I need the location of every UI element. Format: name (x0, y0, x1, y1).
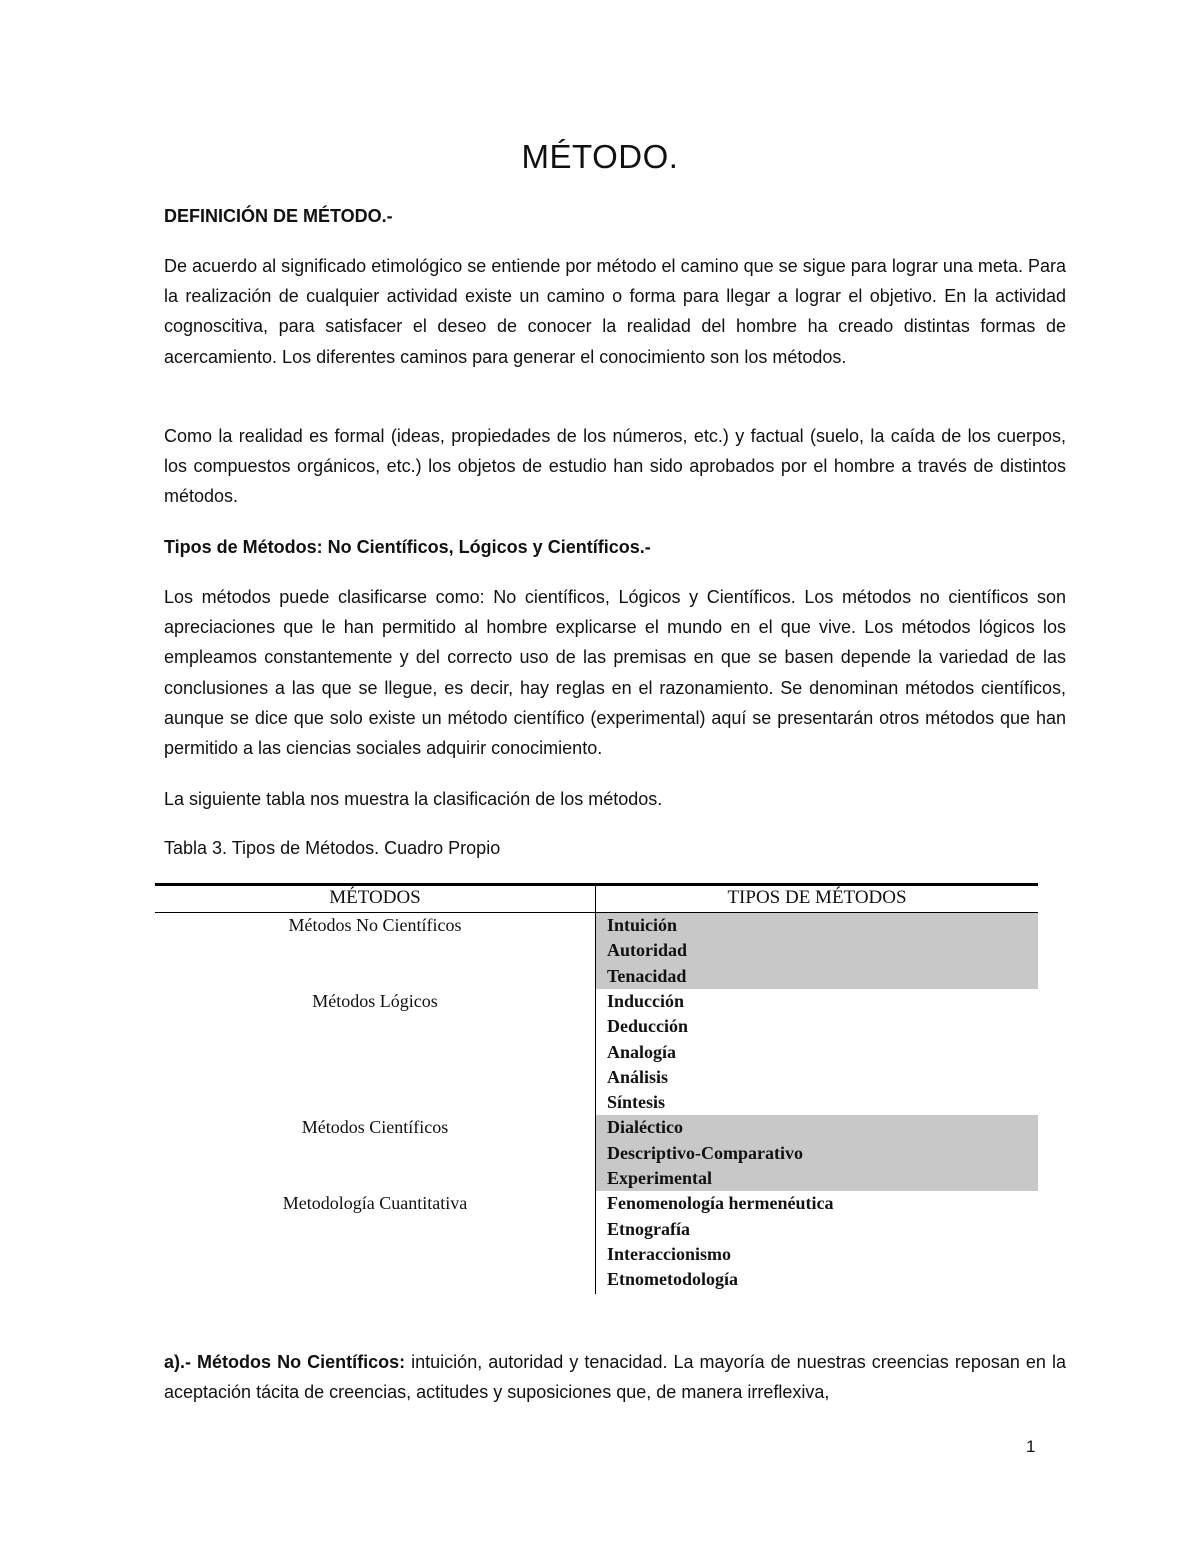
section-heading-tipos: Tipos de Métodos: No Científicos, Lógicos y Científicos.- (164, 537, 651, 557)
table-method-type: Experimental (607, 1168, 712, 1188)
table-method-type: Autoridad (607, 940, 688, 961)
table-category: Métodos Científicos (301, 1117, 449, 1138)
table-method-type: Deducción (607, 1016, 688, 1037)
table-method-type: Análisis (607, 1066, 669, 1087)
paragraph-no-cientificos (164, 1347, 1066, 1407)
table-category: Métodos No Científicos (288, 915, 462, 935)
table-method-type: Inducción (607, 990, 685, 1011)
table-method-type: Analogía (607, 1041, 677, 1062)
table-header-metodos: MÉTODOS (329, 887, 421, 908)
table-method-type: Tenacidad (607, 965, 687, 986)
table-caption: Tabla 3. Tipos de Métodos. Cuadro Propio (164, 838, 501, 858)
section-heading-definicion: DEFINICIÓN DE MÉTODO.- (164, 206, 393, 226)
table-method-type: Dialéctico (607, 1117, 683, 1138)
table-method-type: Síntesis (607, 1092, 666, 1113)
table-column-divider (595, 883, 596, 1294)
table-method-type: Fenomenología hermenéutica (607, 1193, 834, 1214)
table-intro: La siguiente tabla nos muestra la clasificación de los métodos. (164, 789, 663, 809)
table-method-type: Interaccionismo (607, 1243, 731, 1264)
page-number: 1 (1026, 1437, 1036, 1456)
page-title: MÉTODO. (521, 138, 679, 175)
paragraph-realidad: Como la realidad es formal (ideas, propiedades de los números, etc.) y factual (suelo, la caída de los cuerpos, los compuestos orgánicos, etc.) los objetos de estudio han sido aprobados por el hombre a través de distintos métodos. (164, 426, 1066, 507)
table-category: Métodos Lógicos (312, 990, 438, 1011)
table-method-type: Intuición (607, 915, 678, 935)
table-top-rule (155, 883, 1038, 886)
paragraph-clasificacion: Los métodos puede clasificarse como: No científicos, Lógicos y Científicos. Los métodos no científicos son apreciaciones que le han permitido al hombre explicarse el mundo en el que vive. Los métodos lógicos los empleamos constantemente y del correcto uso de las premisas en que se basen depende la variedad de las conclusiones a las que se llegue, es decir, hay reglas en el razonamiento. Se denominan métodos científicos, aunque se dice que solo existe un método científico (experimental) aquí se presentarán otros métodos que han permitido a las ciencias sociales adquirir conocimiento. (164, 587, 1066, 759)
table-header-tipos: TIPOS DE MÉTODOS (727, 887, 907, 908)
paragraph-lead: a).- Métodos No Científicos: (164, 1352, 406, 1372)
table-category: Metodología Cuantitativa (282, 1193, 468, 1214)
table-method-type: Descriptivo-Comparativo (607, 1142, 803, 1163)
paragraph-definicion: De acuerdo al significado etimológico se entiende por método el camino que se sigue para lograr una meta. Para la realización de cualquier actividad existe un camino o forma para llegar a lograr el objetivo. En la actividad cognoscitiva, para satisfacer el deseo de conocer la realidad del hombre ha creado distintas formas de acercamiento. Los diferentes caminos para generar el conocimiento son los métodos. (164, 256, 1066, 367)
table-method-type: Etnografía (607, 1218, 690, 1239)
paragraph-text: intuición, autoridad y tenacidad. La mayoría de nuestras creencias reposan en la aceptación tácita de creencias, actitudes y suposiciones que, de manera irreflexiva, (164, 1352, 1066, 1403)
table-method-type: Etnometodología (607, 1269, 739, 1290)
